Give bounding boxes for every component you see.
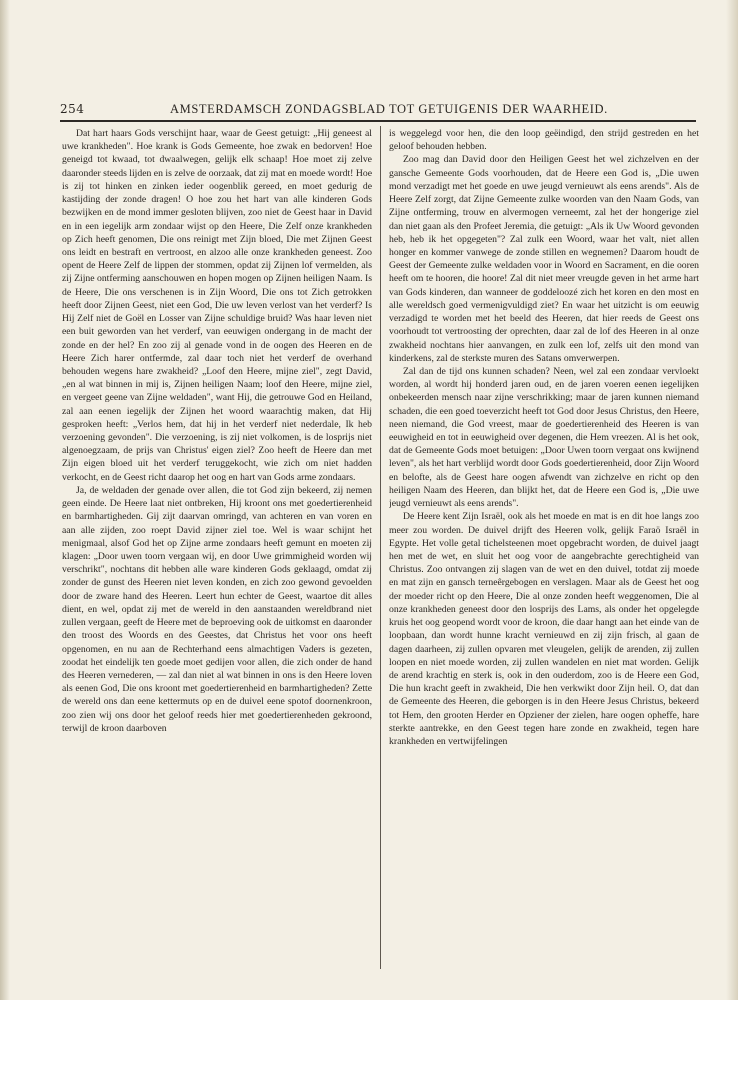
right-column (389, 127, 699, 969)
running-head: AMSTERDAMSCH ZONDAGSBLAD TOT GETUIGENIS DER WAARHEID. (170, 102, 608, 116)
binding-shadow (0, 0, 10, 1000)
column-divider (380, 126, 381, 969)
page-header (60, 100, 696, 120)
page-edge-shadow (726, 0, 738, 1000)
paragraph: Dat hart haars Gods verschijnt haar, waar de Geest getuigt: „Hij geneest al uwe krankheden". Hoe krank is Gods Gemeente, hoe zwak en bedorven! Hoe geneigd tot kwaad, tot dwaalwegen, gelijk elk schaap! Hoe moet zij zelve daaronder steeds lijden en is zelve de oorzaak, dat zij mat en moede wordt! Hoe is zij tot hinken en zinken ieder oogenblik gereed, en moet gedurig de kastijding der zonde dragen! O hoe zou het hart van alle kinderen Gods bezwijken en de mond immer gesloten blijven, zoo niet de Geest haar in David en in een iegelijk arm zondaar wijst op den Heere, Die Zelf onze krankheden op Zich heeft genomen, Die ons reinigt met Zijn bloed, Die met Zijnen Geest ons leidt en bestraft en vertroost, en alzoo alle onze krankheden geneest. Zoo opent de Heere Zelf de lippen der stommen, opdat zij Zijnen lof vermelden, als zij Zijne ontferming aanschouwen en hopen mogen op Zijnen heiligen Naam. Is de Heere, Die ons verschenen is in Zijn Woord, Die ons tot Zich getrokken heeft door Zijnen Geest, niet een God, Die uw leven verlost van het verderf? Is Hij Zelf niet de Goël en Losser van Zijne schuldige bruid? Was haar leven niet een buit geworden van het verderf, van eeuwigen ondergang in de macht der zonde en der hel? En zoo zij al genade vond in de oogen des Heeren en de Heere Zich harer ontfermde, zal daar toch niet het verderf de overhand behouden wegens hare zwakheid? „Loof den Heere, mijne ziel", zegt David, „en al wat binnen in mij is, Zijnen heiligen Naam; loof den Heere, mijne ziel, en vergeet geene van Zijne weldaden", want Hij, die getrouwe God en Heiland, zal aan eenen iegelijk der Zijnen het woord waarachtig maken, dat Hij gesproken heeft: „Verlos hem, dat hij in het verderf niet nederdale, Ik heb verzoening gevonden". Die verzoening, is zij niet volkomen, is de losprijs niet algenoegzaam, de prijs van Christus' eigen ziel? Zoo heeft de Heere dan met Zijn eigen bloed uit het verderf teruggekocht, wie zich om niet hadden verkocht, en de Geest richt daarop het oog en hart van Gods arme zondaars. (62, 128, 372, 483)
paragraph: De Heere kent Zijn Israël, ook als het moede en mat is en dit hoe langs zoo meer zou worden. De duivel drijft des Heeren volk, gelijk Faraö Israël in Egypte. Het volle getal tichelsteenen moet opgebracht worden, de duivel jaagt hen met de wet, en sluit het oog voor de aangebrachte gerechtigheid van Christus. Zoo ontvangen zij slagen van de wet en den duivel, totdat zij moede en mat zijn en gansch terneêrgebogen en verslagen. Maar als de Geest het oog der moeder richt op den Heere, Die al onze zonden heeft weggenomen, Die al onze krankheden geneest door den losprijs des Lams, als onder het opgelegde kruis het oog geopend wordt voor de kroon, die daar hangt aan het einde van de loopbaan, dan wordt hunne kracht vernieuwd en zij zijn frisch, al gaan de dagen daarheen, zij zullen opvaren met vleugelen, gelijk de arenden, zij zullen loopen en niet moede worden, zij zullen wandelen en niet mat worden. Gelijk de arend krachtig en sterk is, ook in den ouderdom, zoo is de Heere een God, Die hun kracht geeft in zwakheid, Die hen verkwikt door Zijn heil. O, dat dan de Gemeente des Heeren, die geborgen is in den Heere Jesus Christus, bekeerd tot Hem, den grooten Herder en Opziener der zielen, hare oogen opheffe, hare sterkte aantrekke, en den Geest tegen hare zonde en zwakheid, tegen hare krankheden en vertwijfelingen (389, 511, 699, 748)
left-column (62, 127, 372, 969)
page-number: 254 (60, 102, 85, 116)
header-rule (60, 120, 696, 122)
paragraph-continued: is weggelegd voor hen, die den loop geëindigd, den strijd gestreden en het geloof behouden hebben. (389, 128, 699, 153)
paragraph: Zoo mag dan David door den Heiligen Geest het wel zichzelven en der gansche Gemeente Gods voorhouden, dat de Heere een God is, „Die uwen mond verzadigt met het goede en uwe jeugd vernieuwt als eens arends". Als de Heere Zelf zorgt, dat Zijne Gemeente zulke woorden van den Naam Gods, van Zijne ontferming, trouw en alvermogen verneemt, zal het der hongerige ziel dan niet gaan als den Profeet Jeremia, die getuigt: „Als ik Uw Woord gevonden heb, heb ik het opgegeten"? Zal zulk een Woord, waar het valt, niet allen honger en kommer vanwege de zonde stillen en wegnemen? Daarom houdt de Geest der Gemeente zulke weldaden voor in Woord en Sacrament, en die ooren heeft om te hooren, die hoore! Zal dit niet meer vreugde geven in het arme hart van Gods kinderen, dan wanneer de goddeloozé zich het koren en den most en alle wereldsch goed vermenigvuldigd ziet? En waar het uitzicht is om eeuwig verzadigd te worden met het beeld des Heeren, dat hier reeds de Geest ons voorhoudt tot vertroosting der oprechten, daar zal de lof des Heeren in al onze zwakheid nochtans hier aanvangen, en zulk een lof, zelfs uit den mond van kinderkens, zal de sterkste muren des Satans omverwerpen. (389, 154, 699, 364)
paragraph: Ja, de weldaden der genade over allen, die tot God zijn bekeerd, zij nemen geen einde. De Heere laat niet ontbreken, Hij kroont ons met goedertierenheid en barmhartigheden. Gij zijt daarvan omringd, van achteren en van voren en aan alle zijden, zoo roept David zijner ziel toe. Wel is waar schijnt het menigmaal, alsof God het op Zijne arme zondaars heeft gemunt en moeten zij klagen: „Door uwen toorn vergaan wij, en door Uwe grimmigheid worden wij verschrikt", nochtans dit hebben alle ware kinderen Gods geklaagd, omdat zij zonder de gunst des Heeren niet leven konden, en zich zoo gewond gevoelden door de zware hand des Heeren. Leert hun echter de Geest, waartoe dit alles dient, en wel, opdat zij met de wereld in den aanstaanden wereldbrand niet zullen vergaan, geeft de Heere met de beproeving ook de uitkomst en daaronder den troost des Woords en des Geestes, dat Christus het voor ons heeft opgenomen, en nu aan de Rechterhand eens almachtigen Vaders is gezeten, zoodat het eindelijk ten goede moet gedijen voor allen, die zich onder de hand des Heeren vernederen, — zal dan niet al wat binnen in ons is den Heere loven als eenen God, Die ons kroont met goedertierenheid en barmhartigheden? Zette de wereld ons dan eene kettermuts op en de duivel eene spotof doornenkroon, zoo zien wij ons door het geloof reeds hier met goedertierenheden gekroond, terwijl de kroon daarboven (62, 484, 372, 734)
paragraph: Zal dan de tijd ons kunnen schaden? Neen, wel zal een zondaar vervloekt worden, al wordt hij honderd jaren oud, en de jaren voeren eenen iegelijken onbekeerden mensch naar zijne verschrikking; maar de jaren kunnen niemand schaden, die een goed toeverzicht heeft tot God door Jesus Christus, den Heere, neen niemand, die God vreest, maar de goedertierenheid des Heeren is van eeuwigheid en tot in eeuwigheid over degenen, die Hem vreezen. Al is het ook, dat de Gemeente Gods moet betuigen: „Door Uwen toorn vergaat ons kwijnend leven", als het hart verblijd wordt door Gods goedertierenheid, door Zijn Woord en belofte, als de Geest hare oogen afwendt van zichzelve en richt op den heiligen Naam des Heeren, dan blijkt het, dat de Heere een God is, „Die uwe jeugd vernieuwt als eens arends". (389, 365, 699, 510)
